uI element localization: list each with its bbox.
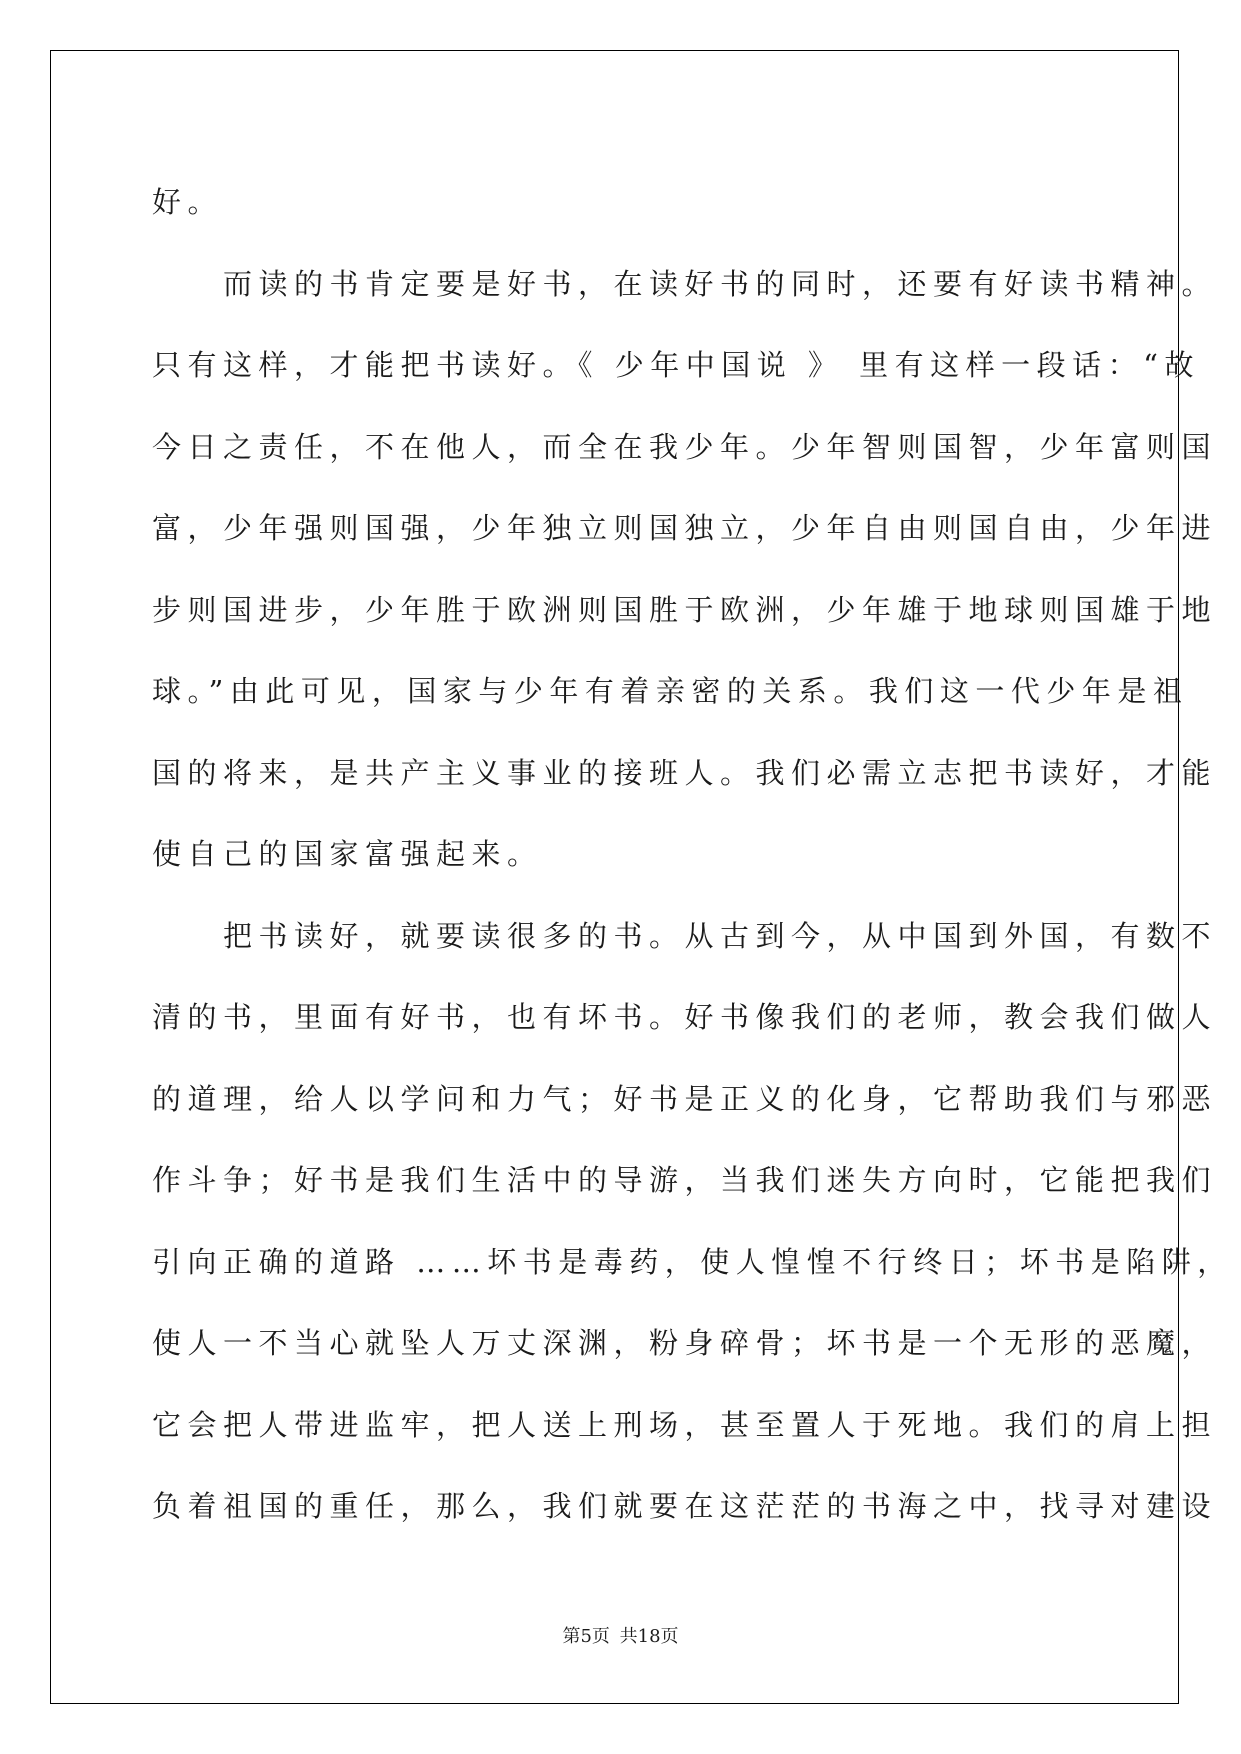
text-line: 清的书，里面有好书，也有坏书。好书像我们的老师，教会我们做人 (152, 1000, 1218, 1034)
text-line: 作斗争；好书是我们生活中的导游，当我们迷失方向时，它能把我们 (152, 1163, 1218, 1197)
text-line: 而读的书肯定要是好书，在读好书的同时，还要有好读书精神。 (152, 266, 1218, 301)
text-line: 它会把人带进监牢，把人送上刑场，甚至置人于死地。我们的肩上担 (152, 1407, 1218, 1442)
body-text (152, 162, 1233, 1548)
text-line: 国的将来，是共产主义事业的接班人。我们必需立志把书读好，才能 (152, 755, 1218, 790)
page-number: 第5页 (562, 1626, 610, 1647)
text-line: 引向正确的道路 ……坏书是毒药，使人惶惶不行终日；坏书是陷阱， (152, 1244, 1233, 1279)
text-line: 使人一不当心就坠人万丈深渊，粉身碎骨；坏书是一个无形的恶魔， (152, 1326, 1218, 1360)
text-line: 只有这样，才能把书读好。《 少年中国说 》 里有这样一段话：“故 (152, 348, 1200, 382)
page-total: 共18页 (619, 1626, 679, 1647)
text-line: 把书读好，就要读很多的书。从古到今，从中国到外国，有数不 (152, 918, 1218, 953)
text-line: 富，少年强则国强，少年独立则国独立，少年自由则国自由，少年进 (152, 511, 1218, 545)
text-line: 负着祖国的重任，那么，我们就要在这茫茫的书海之中，找寻对建设 (152, 1489, 1218, 1523)
text-line: 球。”由此可见，国家与少年有着亲密的关系。我们这一代少年是祖 (152, 674, 1189, 708)
page-footer (0, 1622, 1241, 1648)
text-line: 今日之责任，不在他人，而全在我少年。少年智则国智，少年富则国 (152, 429, 1218, 464)
text-line: 使自己的国家富强起来。 (152, 837, 543, 871)
text-line: 的道理，给人以学问和力气；好书是正义的化身，它帮助我们与邪恶 (152, 1081, 1218, 1116)
text-line: 好。 (152, 185, 224, 219)
text-line: 步则国进步，少年胜于欧洲则国胜于欧洲，少年雄于地球则国雄于地 (152, 592, 1218, 627)
